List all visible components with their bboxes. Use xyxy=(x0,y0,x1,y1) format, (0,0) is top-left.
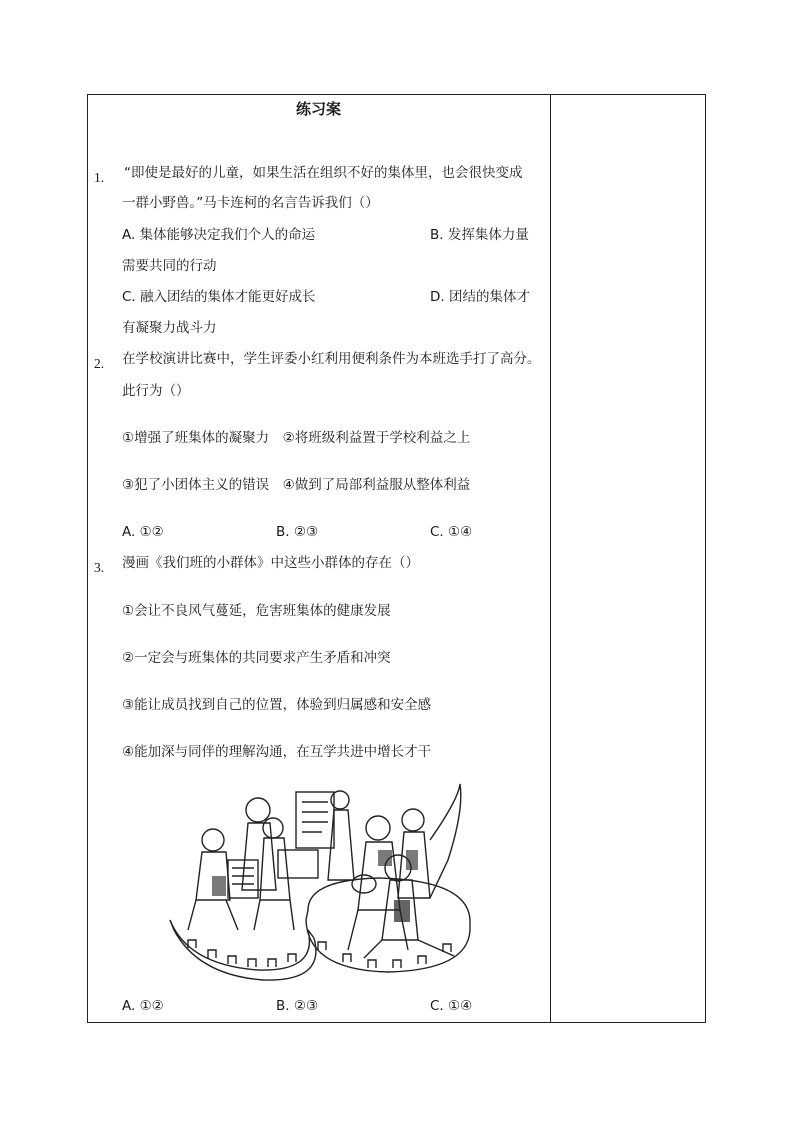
page-title: 练习案 xyxy=(295,100,341,118)
question-3-number: 3. xyxy=(94,560,105,575)
question-2-statements-3-4: ③犯了小团体主义的错误 ④做到了局部利益服从整体利益 xyxy=(122,477,471,493)
question-3-statement-4: ④能加深与同伴的理解沟通，在互学共进中增长才干 xyxy=(122,744,432,760)
question-1-option-b-cont: 需要共同的行动 xyxy=(122,258,217,274)
question-2-text-line1: 在学校演讲比赛中，学生评委小红利用便利条件为本班选手打了高分。 xyxy=(122,351,541,367)
question-3-option-a: A. ①② xyxy=(122,998,164,1014)
question-3-option-b: B. ②③ xyxy=(276,998,319,1014)
question-1-option-b: B. 发挥集体力量 xyxy=(430,227,529,243)
cartoon-illustration xyxy=(168,780,478,990)
question-2-text-line2: 此行为（） xyxy=(122,383,190,399)
question-2-option-c: C. ①④ xyxy=(430,524,473,540)
question-1-option-d-cont: 有凝聚力战斗力 xyxy=(122,320,217,336)
column-divider xyxy=(550,94,551,1023)
question-1-number: 1. xyxy=(94,170,105,185)
question-3-text: 漫画《我们班的小群体》中这些小群体的存在（） xyxy=(122,555,419,571)
question-2-number: 2. xyxy=(94,356,105,371)
question-2-statements-1-2: ①增强了班集体的凝聚力 ②将班级利益置于学校利益之上 xyxy=(122,430,471,446)
question-2-option-a: A. ①② xyxy=(122,524,164,540)
question-1-option-c: C. 融入团结的集体才能更好成长 xyxy=(122,289,316,305)
question-3-statement-2: ②一定会与班集体的共同要求产生矛盾和冲突 xyxy=(122,650,391,666)
question-1-text-line1: “即使是最好的儿童，如果生活在组织不好的集体里，也会很快变成 xyxy=(124,165,523,181)
question-1-text-line2: 一群小野兽。”马卡连柯的名言告诉我们（） xyxy=(122,195,379,211)
question-1-option-d: D. 团结的集体才 xyxy=(430,289,530,305)
question-2-option-b: B. ②③ xyxy=(276,524,319,540)
question-3-option-c: C. ①④ xyxy=(430,998,473,1014)
question-3-statement-1: ①会让不良风气蔓延，危害班集体的健康发展 xyxy=(122,603,391,619)
question-1-option-a: A. 集体能够决定我们个人的命运 xyxy=(122,227,316,243)
question-3-statement-3: ③能让成员找到自己的位置，体验到归属感和安全感 xyxy=(122,697,432,713)
